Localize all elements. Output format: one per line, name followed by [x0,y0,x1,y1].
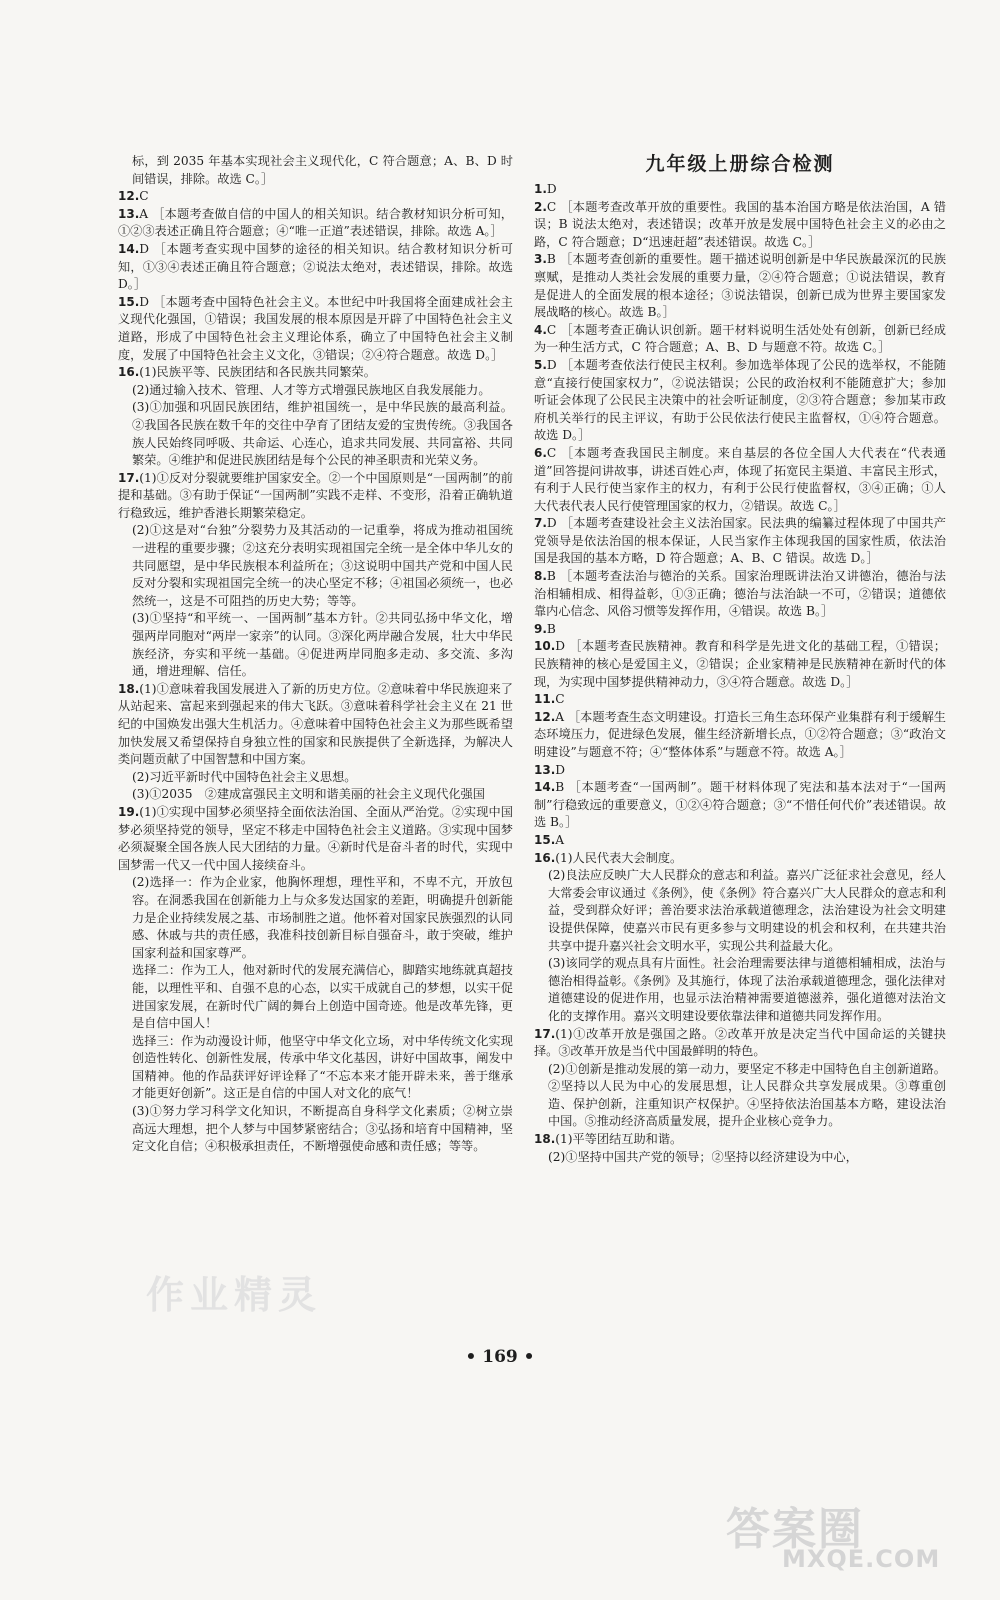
item-text: D ［本题考查实现中国梦的途径的相关知识。结合教材知识分析可知，①③④表述正确且符合题意；②说法太绝对，表述错误，排除。故选 D。］ [118,241,513,292]
item-text: C [555,692,565,707]
answer-item [534,779,946,832]
item-number: 15. [118,294,140,309]
item-text: A [555,832,565,847]
answer-item [118,188,513,206]
left-column [118,153,513,1156]
item-text: D [546,182,557,196]
item-text: D ［本题考查民族精神。教育和科学是先进文化的基础工程，①错误；民族精神的核心是爱国主义，②错误；企业家精神是民族精神在新时代的体现，为实现中国梦提供精神动力，③④符合题意。故选 D。］ [534,639,946,689]
sub-answer: (3)①2035 ②建成富强民主文明和谐美丽的社会主义现代化强国 [132,787,485,802]
item-number: 16. [534,850,556,865]
item-text: A ［本题考查做自信的中国人的相关知识。结合教材知识分析可知，①②③表述正确且符合题意；④“唯一正道”表述错误，排除。故选 A。］ [118,206,513,239]
answer-item [118,206,513,241]
answer-item [534,762,946,780]
answer-item [534,445,946,515]
item-text: (1)①实现中国梦必须坚持全面依法治国、全面从严治党。②实现中国梦必须坚持党的领导，坚定不移走中国特色社会主义道路。③实现中国梦必须凝聚全国各族人民大团结的力量。④新时代是奋斗者的时代，实现中国梦需一代又一代中国人接续奋斗。 [118,804,513,872]
answer-item [118,681,513,769]
item-number: 12. [118,189,140,204]
item-number: 2. [534,199,547,214]
answer-item [534,1026,946,1061]
item-number: 4. [534,322,547,337]
answer-item [534,1131,946,1149]
item-number: 18. [118,681,140,696]
sub-answer: (2)通过输入技术、管理、人才等方式增强民族地区自我发展能力。 [132,382,491,397]
item-text: A ［本题考查生态文明建设。打造长三角生态环保产业集群有利于缓解生态环境压力，促进绿色发展，催生经济新增长点，①②符合题意；③“政治文明建设”与题意不符；④“整体体系”与题意不符。故选 A。］ [534,709,946,759]
sub-answer: (3)①坚持“和平统一、一国两制”基本方针。②共同弘扬中华文化，增强两岸同胞对“两岸一家亲”的认同。③深化两岸融合发展，壮大中华民族经济，夯实和平统一基础。④促进两岸同胞多走动、多交流、多沟通，增进理解、信任。 [132,611,513,679]
answer-item [118,294,513,364]
item-text: (1)人民代表大会制度。 [555,850,683,865]
answer-item [534,709,946,762]
watermark-logo-text: 答案圈 [726,1504,864,1555]
sub-answer: (2)①坚持中国共产党的领导；②坚持以经济建设为中心， [548,1149,858,1164]
page-number: • 169 • [465,1347,535,1367]
item-text: D ［本题考查中国特色社会主义。本世纪中叶我国将全面建成社会主义现代化强国，①错误；我国发展的根本原因是开辟了中国特色社会主义道路，形成了中国特色社会主义理论体系，确立了中国特色社会主义制度，发展了中国特色社会主义文化，③错误；②④符合题意。故选 D。］ [118,294,513,362]
item-number: 16. [118,365,140,380]
watermark-text: 作业精灵 [146,1273,323,1317]
item-number: 14. [118,241,140,256]
item-text: B ［本题考查“一国两制”。题干材料体现了宪法和基本法对于“一国两制”行稳致远的重要意义，①②④符合题意；③“不惜任何代价”表述错误。故选 B。］ [534,780,946,830]
item-number: 9. [534,621,547,636]
answer-item [534,199,946,252]
sub-answer: (3)①努力学习科学文化知识，不断提高自身科学文化素质；②树立崇高远大理想，把个人梦与中国梦紧密结合；③弘扬和培育中国精神，坚定文化自信；④积极承担责任，不断增强使命感和责任感；等等。 [132,1104,513,1154]
item-text: C ［本题考查我国民主制度。来自基层的各位全国人大代表在“代表通道”回答提问讲故事，讲述百姓心声，体现了拓宽民主渠道、丰富民主形式，有利于人民行使当家作主的权力，有利于公民行使监督权，③④正确；①人大代表代表人民行使管理国家的权力，②错误。故选 C。］ [534,445,946,513]
item-text: D [555,762,566,777]
sub-answer: 选择三：作为动漫设计师，他坚守中华文化立场，对中华传统文化实现创造性转化、创新性发展，传承中华文化基因，讲好中国故事，阐发中国精神。他的作品获评好评诠释了“不忘本来才能开辟未来，善于继承才能更好创新”。这正是自信的中国人对文化的底气！ [132,1033,513,1101]
item-text: (1)民族平等、民族团结和各民族共同繁荣。 [139,365,376,380]
answer-item [534,181,946,199]
sub-answer: (2)①创新是推动发展的第一动力，要坚定不移走中国特色自主创新道路。②坚持以人民为中心的发展思想，让人民群众共享发展成果。③尊重创造、保护创新，注重知识产权保护。④坚持依法治国基本方略，建设法治中国。⑤推动经济高质量发展，提升企业核心竞争力。 [548,1061,946,1129]
item-number: 19. [118,804,140,819]
answer-item [534,251,946,321]
item-number: 5. [534,357,547,372]
item-number: 17. [534,1026,556,1041]
sub-answer: (2)①这是对“台独”分裂势力及其活动的一记重拳，将成为推动祖国统一进程的重要步骤；②这充分表明实现祖国完全统一是全体中华儿女的共同愿望，是中华民族根本利益所在；③这说明中国共产党和中国人民反对分裂和实现祖国完全统一的决心坚定不移；④祖国必须统一，也必然统一，这是不可阻挡的历史大势；等等。 [132,523,513,608]
answer-item [534,850,946,868]
item-number: 18. [534,1132,556,1147]
item-number: 10. [534,639,556,654]
item-text: C ［本题考查改革开放的重要性。我国的基本治国方略是依法治国，A 错误；B 说法太绝对，表述错误；改革开放是发展中国特色社会主义的必由之路，C 符合题意；D“迅速赶超”表述错误。故选 C。］ [534,199,946,249]
item-text: (1)①意味着我国发展进入了新的历史方位。②意味着中华民族迎来了从站起来、富起来到强起来的伟大飞跃。③意味着科学社会主义在 21 世纪的中国焕发出强大生机活力。④意味着中国特色社会主义为那些既希望加快发展又希望保持自身独立性的国家和民族提供了全新选择，为解决人类问题贡献了中国智慧和中国方案。 [118,681,513,767]
item-number: 11. [534,692,556,707]
item-number: 8. [534,569,547,584]
item-number: 13. [118,206,140,221]
item-text: (1)①改革开放是强国之路。②改革开放是决定当代中国命运的关键抉择。③改革开放是当代中国最鲜明的特色。 [534,1026,946,1059]
answer-item [534,357,946,445]
answer-item [534,638,946,691]
item-text: B ［本题考查法治与德治的关系。国家治理既讲法治又讲德治，德治与法治相辅相成、相得益彰，①③正确；德治与法治缺一不可，②错误；道德依靠内心信念、风俗习惯等发挥作用，④错误。故选 B。］ [534,569,946,619]
item-text: C [139,189,149,204]
item-text: B [546,621,556,636]
item-number: 17. [118,470,140,485]
continued-text: 标，到 2035 年基本实现社会主义现代化，C 符合题意；A、B、D 时间错误，排除。故选 C。］ [132,154,513,186]
answer-item [534,832,946,850]
item-text: D ［本题考查建设社会主义法治国家。民法典的编纂过程体现了中国共产党领导是依法治国的根本保证，人民当家作主体现我国的国家性质，依法治国是我国的基本方略，D 符合题意；A、B、C 错误。故选 D。］ [534,516,946,566]
watermark-logo [726,1493,956,1573]
sub-answer: (2)习近平新时代中国特色社会主义思想。 [132,769,357,784]
answer-item [118,241,513,294]
sub-answer: (2)良法应反映广大人民群众的意志和利益。嘉兴广泛征求社会意见，经人大常委会审议通过《条例》，使《条例》符合嘉兴广大人民群众的意志和利益，受到群众好评；善治要求法治承载道德理念，法治建设为社会文明建设提供保障，使嘉兴市民有更多参与文明建设的机会和权利，在共建共治共享中提升嘉兴社会文明水平，实现公共利益最大化。 [548,868,946,953]
sub-answer: (3)①加强和巩固民族团结，维护祖国统一，是中华民族的最高利益。②我国各民族在数千年的交往中孕育了团结友爱的宝贵传统。③我国各族人民始终同呼吸、共命运、心连心，追求共同发展、共同富裕、共同繁荣。④维护和促进民族团结是每个公民的神圣职责和光荣义务。 [132,400,513,468]
sub-answer: (3)该同学的观点具有片面性。社会治理需要法律与道德相辅相成，法治与德治相得益彰。《条例》及其施行，体现了法治承载道德理念，强化法律对道德建设的促进作用，也显示法治精神需要道德滋养，强化道德对法治文化的支撑作用。嘉兴文明建设要依靠法律和道德共同发挥作用。 [548,956,946,1023]
item-text: D ［本题考查依法行使民主权利。参加选举体现了公民的选举权，不能随意“直接行使国家权力”，②说法错误；公民的政治权利不能随意扩大；参加听证会体现了公民民主决策中的社会听证制度，②③符合题意；参加某市政府机关举行的民主评议，有助于公民依法行使民主监督权，①④符合题意。故选 D。］ [534,357,946,443]
section-title: 九年级上册综合检测 [645,153,835,175]
answer-item [534,322,946,357]
item-text: B ［本题考查创新的重要性。题干描述说明创新是中华民族最深沉的民族禀赋，是推动人类社会发展的重要力量，②④符合题意；①说法错误，教育是促进人的全面发展的根本途径；③说法错误，创新已成为世界主要国家发展战略的核心。故选 B。］ [534,252,946,320]
right-column [534,149,946,1166]
answer-item [534,515,946,568]
item-number: 15. [534,832,556,847]
item-number: 13. [534,762,556,777]
answer-item [118,470,513,523]
item-number: 14. [534,780,556,795]
answer-item [118,364,513,382]
item-text: C ［本题考查正确认识创新。题干材料说明生活处处有创新，创新已经成为一种生活方式，C 符合题意；A、B、D 与题意不符。故选 C。］ [534,322,946,355]
item-text: (1)①反对分裂就要维护国家安全。②一个中国原则是“一国两制”的前提和基础。③有助于保证“一国两制”实践不走样、不变形，沿着正确轨道行稳致远，维护香港长期繁荣稳定。 [118,470,513,520]
item-number: 12. [534,709,556,724]
watermark-logo-url: MXQE.COM [782,1545,941,1573]
item-number: 3. [534,252,547,267]
item-number: 7. [534,516,547,531]
sub-answer: 选择二：作为工人，他对新时代的发展充满信心，脚踏实地练就真超技能，以理性平和、自强不息的心态，以实干成就自己的梦想，以实干促进国家发展，在新时代广阔的舞台上创造中国奇迹。他是改革先锋，更是自信中国人！ [132,963,513,1031]
item-number: 1. [534,182,547,196]
sub-answer: (2)选择一：作为企业家，他胸怀理想，理性平和，不卑不亢，开放包容。在洞悉我国在创新能力上与众多发达国家的差距，明确提升创新能力是企业持续发展之基、市场制胜之道。他怀着对国家民族强烈的认同感、休戚与共的责任感，我准科技创新目标自强奋斗，敢于突破，维护国家利益和国家尊严。 [132,875,513,960]
answer-item [118,804,513,874]
right-column-items [534,181,946,1166]
answer-item [534,621,946,639]
item-number: 6. [534,445,547,460]
answer-item [534,568,946,621]
item-text: (1)平等团结互助和谐。 [555,1132,683,1147]
answer-item [534,691,946,709]
